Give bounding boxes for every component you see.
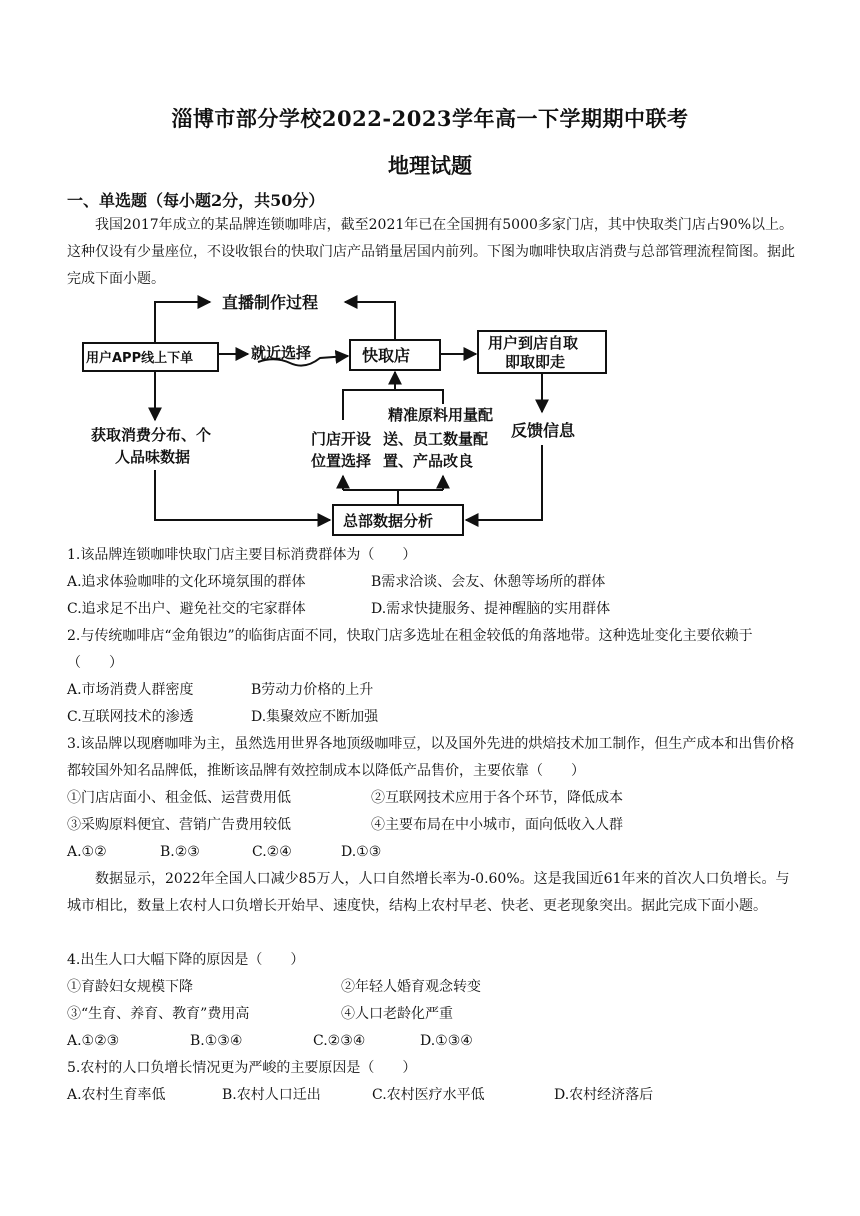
q4-stem: 4.出生人口大幅下降的原因是（ ） bbox=[67, 952, 305, 968]
q2-option-c[interactable]: C.互联网技术的渗透 bbox=[67, 709, 194, 725]
q3-stem: 3.该品牌以现磨咖啡为主，虽然选用世界各地顶级咖啡豆，以及国外先进的烘焙技术加工制作，但生产成本和出售价格都较国外知名品牌低，推断该品牌有效控制成本以降低产品售价，主要依靠（ ） bbox=[67, 736, 795, 779]
q3-option-b[interactable]: B.②③ bbox=[160, 844, 200, 860]
q2-option-b[interactable]: B劳动力价格的上升 bbox=[251, 682, 374, 698]
precise-label-2: 送、员工数量配 bbox=[383, 430, 489, 448]
q4-option-b[interactable]: B.①③④ bbox=[190, 1033, 243, 1049]
q5-stem: 5.农村的人口负增长情况更为严峻的主要原因是（ ） bbox=[67, 1060, 417, 1076]
app-label: 用户APP线上下单 bbox=[86, 351, 194, 366]
store-label: 快取店 bbox=[362, 346, 411, 365]
location-label-1: 门店开设 bbox=[311, 430, 372, 448]
location-label-2: 位置选择 bbox=[311, 452, 372, 470]
pickup-label-2: 即取即走 bbox=[505, 353, 566, 371]
q1-option-b[interactable]: B需求洽谈、会友、休憩等场所的群体 bbox=[371, 574, 606, 590]
q4-choice-4: ④人口老龄化严重 bbox=[341, 1006, 453, 1022]
q1-stem: 1.该品牌连锁咖啡快取门店主要目标消费群体为（ ） bbox=[67, 547, 417, 563]
q2-option-a[interactable]: A.市场消费人群密度 bbox=[67, 682, 194, 698]
live-label: 直播制作过程 bbox=[222, 293, 319, 312]
q3-choice-2: ②互联网技术应用于各个环节，降低成本 bbox=[371, 790, 623, 806]
passage-2: 数据显示，2022年全国人口减少85万人，人口自然增长率为-0.60%。这是我国近61年来的首次人口负增长。与城市相比，数量上农村人口负增长开始早、速度快，结构上农村早老、快老、更老现象突出。据此完成下面小题。 bbox=[67, 871, 790, 914]
exam-subtitle: 地理试题 bbox=[388, 153, 472, 178]
q4-option-c[interactable]: C.②③④ bbox=[313, 1033, 366, 1049]
consume-label-1: 获取消费分布、个 bbox=[91, 426, 212, 444]
q2-stem: 2.与传统咖啡店“金角银边”的临街店面不同，快取门店多选址在租金较低的角落地带。这种选址变化主要依赖于（ ） bbox=[67, 628, 753, 671]
consume-label-2: 人品味数据 bbox=[115, 448, 191, 466]
q3-option-d[interactable]: D.①③ bbox=[341, 844, 382, 860]
pickup-label-1: 用户到店自取 bbox=[488, 334, 579, 352]
q3-option-a[interactable]: A.①② bbox=[67, 844, 107, 860]
q4-option-a[interactable]: A.①②③ bbox=[67, 1033, 120, 1049]
q5-option-c[interactable]: C.农村医疗水平低 bbox=[372, 1087, 485, 1103]
q1-option-c[interactable]: C.追求足不出户、避免社交的宅家群体 bbox=[67, 601, 306, 617]
q5-option-a[interactable]: A.农村生育率低 bbox=[67, 1087, 166, 1103]
q3-choice-1: ①门店店面小、租金低、运营费用低 bbox=[67, 790, 291, 806]
nearby-label: 就近选择 bbox=[251, 344, 312, 362]
q1-option-d[interactable]: D.需求快捷服务、提神醒脑的实用群体 bbox=[371, 601, 611, 617]
q3-choice-4: ④主要布局在中小城市，面向低收入人群 bbox=[371, 817, 623, 833]
precise-label-3: 置、产品改良 bbox=[383, 452, 474, 470]
exam-title: 淄博市部分学校2022-2023学年高一下学期期中联考 bbox=[171, 106, 689, 131]
q4-option-d[interactable]: D.①③④ bbox=[420, 1033, 473, 1049]
q3-choice-3: ③采购原料便宜、营销广告费用较低 bbox=[67, 817, 291, 833]
q4-choice-1: ①育龄妇女规模下降 bbox=[67, 979, 193, 995]
q5-option-d[interactable]: D.农村经济落后 bbox=[554, 1087, 654, 1103]
q2-option-d[interactable]: D.集聚效应不断加强 bbox=[251, 709, 379, 725]
q5-option-b[interactable]: B.农村人口迁出 bbox=[222, 1087, 321, 1103]
passage-1: 我国2017年成立的某品牌连锁咖啡店，截至2021年已在全国拥有5000多家门店，其中快取类门店占90%以上。这种仅设有少量座位，不设收银台的快取门店产品销量居国内前列。下图为咖啡快取店消费与总部管理流程简图。据此完成下面小题。 bbox=[67, 217, 795, 287]
feedback-label: 反馈信息 bbox=[511, 421, 576, 440]
hq-label: 总部数据分析 bbox=[343, 512, 434, 530]
q4-choice-3: ③“生育、养育、教育”费用高 bbox=[67, 1006, 250, 1022]
q1-option-a[interactable]: A.追求体验咖啡的文化环境氛围的群体 bbox=[67, 574, 306, 590]
q4-choice-2: ②年轻人婚育观念转变 bbox=[341, 979, 481, 995]
section-heading: 一、单选题（每小题2分，共50分） bbox=[67, 191, 325, 210]
q3-option-c[interactable]: C.②④ bbox=[252, 844, 292, 860]
precise-label-1: 精准原料用量配 bbox=[388, 406, 494, 424]
